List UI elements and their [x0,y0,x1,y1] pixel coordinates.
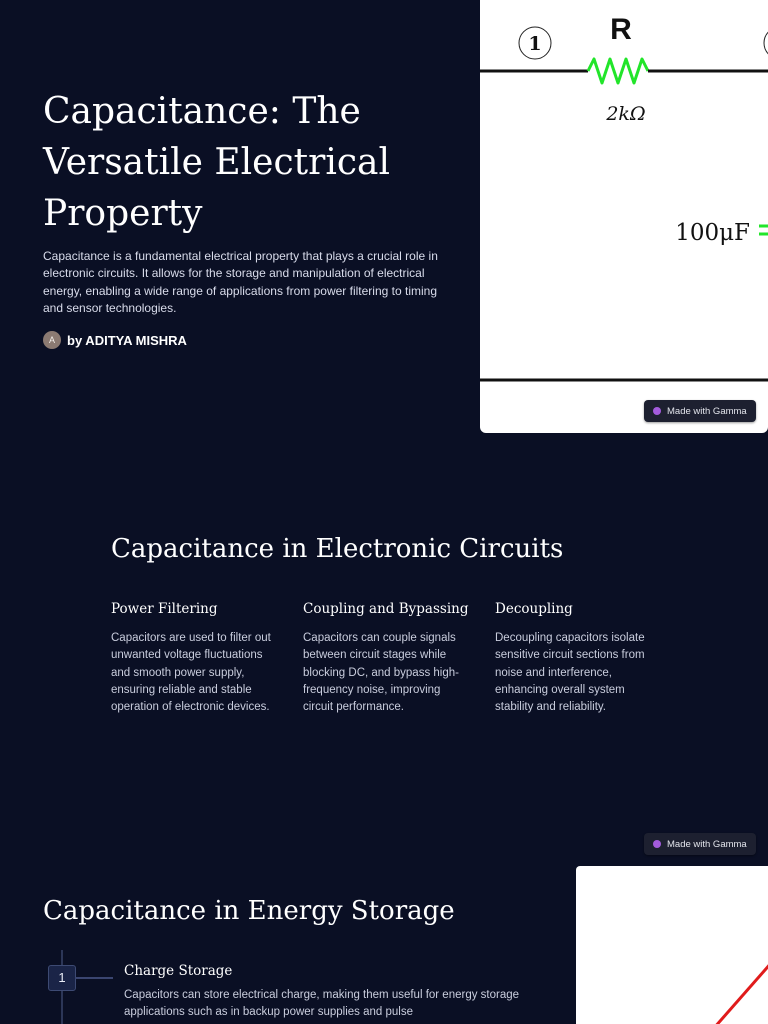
step-number-badge: 1 [48,965,76,991]
made-with-gamma-badge[interactable] [644,833,756,855]
gamma-logo-icon [653,407,661,415]
column-decoupling [495,600,665,716]
capacitor-value-label: 100μF [675,220,750,246]
column-heading: Decoupling [495,601,573,617]
section-title: Capacitance in Energy Storage [43,896,455,926]
resistor-symbol [588,59,648,83]
column-text: Capacitors can couple signals between circuit stages while blocking DC, and bypass high-frequency noise, improving circuit performance. [303,632,459,714]
rc-circuit-drawing [480,0,768,433]
slide-intro-text: Capacitance is a fundamental electrical property that plays a crucial role in electronic circuits. It allows for the storage and manipulation of electrical energy, enabling a wide range of applications from power filtering to timing and sensor technologies. [43,249,438,315]
step-text: Capacitors can store electrical charge, making them useful for energy storage applications such as in backup power supplies and pulse [124,989,520,1019]
step-title: Charge Storage [124,963,233,979]
resistor-symbol-label: R [610,13,632,46]
node-label: 1 [528,33,542,55]
circuit-diagram-image [480,0,768,433]
badge-label: Made with Gamma [667,838,747,850]
graph-drawing [576,866,768,1024]
avatar: A [43,331,61,349]
node-marker-right [764,27,768,59]
column-heading: Coupling and Bypassing [303,601,469,617]
column-heading: Power Filtering [111,601,218,617]
gamma-logo-icon [653,840,661,848]
column-power-filtering [111,600,281,716]
author-byline [43,331,187,349]
author-name: by ADITYA MISHRA [67,332,187,348]
made-with-gamma-badge[interactable] [644,400,756,422]
charge-graph-image [576,866,768,1024]
column-text: Decoupling capacitors isolate sensitive circuit sections from noise and interference, enhancing overall system stability and reliability. [495,632,645,714]
column-text: Capacitors are used to filter out unwanted voltage fluctuations and smooth power supply, ensuring reliable and stable operation of electronic devices. [111,632,271,714]
resistor-value-label: 2kΩ [606,103,646,125]
slide-title: Capacitance: The Versatile Electrical Property [43,91,390,234]
step-connector [75,977,113,979]
badge-label: Made with Gamma [667,405,747,417]
column-coupling-bypassing [303,600,473,716]
graph-curve [714,962,768,1024]
title-slide [0,0,768,433]
section-title: Capacitance in Electronic Circuits [111,534,564,564]
